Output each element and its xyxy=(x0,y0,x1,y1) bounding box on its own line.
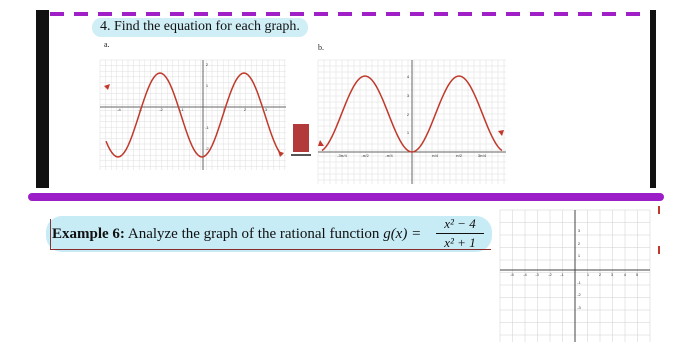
graph-b-x-tick: -π/2 xyxy=(361,153,369,158)
graph-a-x-tick: 3 xyxy=(264,107,268,112)
example-label: Example 6: xyxy=(52,226,125,242)
graph-c-empty-grid xyxy=(500,210,650,342)
graph-a-x-tick: -3 xyxy=(138,107,142,112)
graph-c-y-tick: -2 xyxy=(577,292,581,297)
fraction-bar xyxy=(436,233,484,234)
graph-c-y-tick: -3 xyxy=(577,305,581,310)
example-statement xyxy=(52,226,421,243)
right-frame-bar xyxy=(650,10,656,188)
graph-b-x-tick: 3π/4 xyxy=(477,153,487,158)
graph-b-arrow-left-icon xyxy=(318,140,324,146)
section-divider xyxy=(28,193,664,201)
graph-b-y-tick: 4 xyxy=(406,74,410,79)
graph-c-x-tick: -2 xyxy=(548,272,552,277)
edge-mark xyxy=(658,206,660,214)
graph-a-grid xyxy=(100,60,286,170)
graph-c-x-tick: 3 xyxy=(610,272,614,277)
graph-a-y-tick: -1 xyxy=(205,125,209,130)
graph-c-y-tick: 3 xyxy=(577,228,581,233)
graph-a-arrow-right-icon xyxy=(278,151,284,157)
graph-c-y-tick: 1 xyxy=(577,253,581,258)
graph-c-x-tick: -4 xyxy=(523,272,527,277)
problem-title: 4. Find the equation for each graph. xyxy=(92,18,308,37)
fraction-denominator: x² + 1 xyxy=(444,235,476,250)
graph-a-x-tick: -4 xyxy=(117,107,121,112)
graph-b-x-tick: -π/4 xyxy=(385,153,393,158)
graph-b-y-tick: 1 xyxy=(406,130,410,135)
graph-b-y-tick: 2 xyxy=(406,112,410,117)
graph-a-x-tick: -2 xyxy=(159,107,163,112)
edge-mark xyxy=(658,246,660,254)
graph-b-x-tick: π/2 xyxy=(455,153,463,158)
graph-c-x-tick: 2 xyxy=(598,272,602,277)
graph-c-x-tick: -1 xyxy=(560,272,564,277)
graph-b-arrow-right-icon xyxy=(498,130,504,136)
top-dashed-border xyxy=(50,12,650,16)
graph-a-y-tick: 2 xyxy=(205,62,209,67)
graph-c-y-tick: 2 xyxy=(577,241,581,246)
graph-c-x-tick: -5 xyxy=(510,272,514,277)
red-marker xyxy=(293,124,309,152)
graph-c-x-tick: 4 xyxy=(623,272,627,277)
graph-c-x-tick: 1 xyxy=(586,272,590,277)
graph-a-x-tick: -1 xyxy=(180,107,184,112)
red-marker-underline xyxy=(291,154,311,156)
graph-a-y-tick: -2 xyxy=(205,146,209,151)
graph-a xyxy=(100,60,286,170)
example-text: Analyze the graph of the rational function xyxy=(127,226,380,242)
graph-c-x-tick: -3 xyxy=(535,272,539,277)
graph-a-y-tick: 1 xyxy=(205,83,209,88)
function-fraction xyxy=(436,216,484,251)
graph-a-x-tick: 2 xyxy=(243,107,247,112)
graph-b-y-tick: 3 xyxy=(406,93,410,98)
fraction-numerator: x² − 4 xyxy=(444,216,476,231)
graph-a-arrow-left-icon xyxy=(104,84,110,90)
left-frame-bar xyxy=(36,10,49,188)
graph-b xyxy=(318,60,506,184)
graph-a-x-tick: 1 xyxy=(222,107,226,112)
graph-a-curve xyxy=(106,73,282,157)
function-name: g(x) = xyxy=(383,226,422,242)
graph-c-x-tick: 5 xyxy=(635,272,639,277)
part-b-label: b. xyxy=(318,43,324,52)
graph-b-x-tick: -3π/4 xyxy=(337,153,347,158)
graph-c-y-tick: -1 xyxy=(577,280,581,285)
part-a-label: a. xyxy=(104,40,110,49)
graph-b-x-tick: π/4 xyxy=(431,153,439,158)
